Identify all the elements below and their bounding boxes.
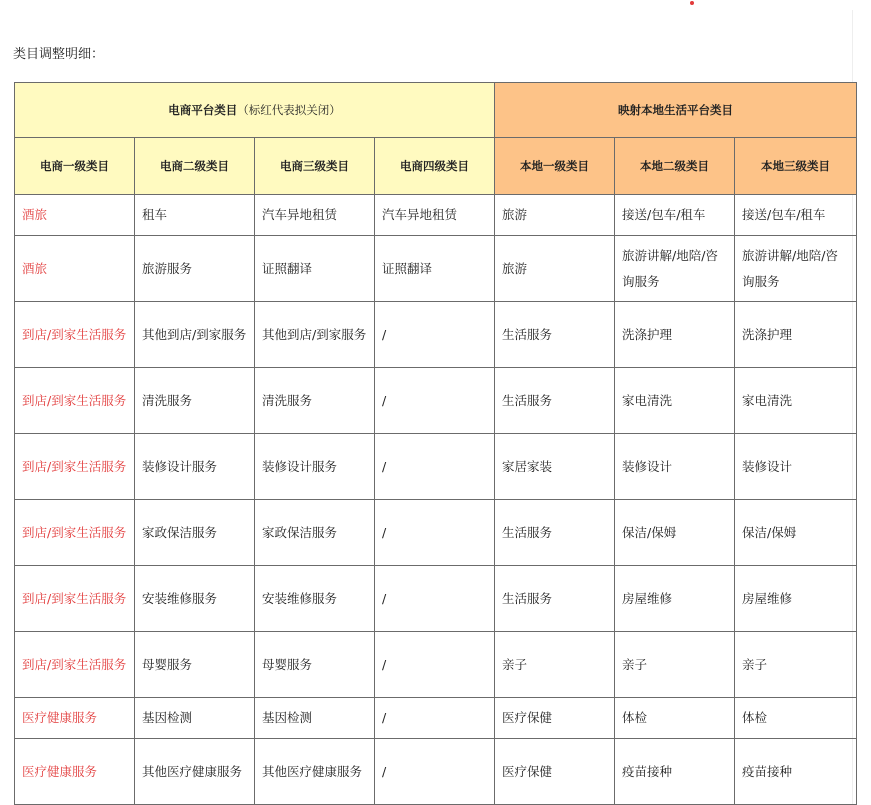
table-cell: 体检 <box>735 698 857 739</box>
table-cell: / <box>375 632 495 698</box>
table-cell: 家政保洁服务 <box>135 500 255 566</box>
table-cell: 旅游 <box>495 195 615 236</box>
table-cell: 清洗服务 <box>255 368 375 434</box>
table-cell: 证照翻译 <box>375 236 495 302</box>
category-table-container[interactable] <box>14 82 838 805</box>
ecommerce-group-header <box>15 83 495 138</box>
table-cell: 其他到店/到家服务 <box>255 302 375 368</box>
table-row <box>15 195 857 236</box>
table-cell: 安装维修服务 <box>135 566 255 632</box>
table-cell: 酒旅 <box>15 236 135 302</box>
column-header: 本地一级类目 <box>495 138 615 195</box>
table-cell: 租车 <box>135 195 255 236</box>
table-cell: 房屋维修 <box>615 566 735 632</box>
table-cell: 亲子 <box>495 632 615 698</box>
table-cell: 其他医疗健康服务 <box>255 739 375 805</box>
table-cell: 房屋维修 <box>735 566 857 632</box>
table-cell: 疫苗接种 <box>615 739 735 805</box>
table-cell: / <box>375 698 495 739</box>
local-group-header: 映射本地生活平台类目 <box>495 83 857 138</box>
table-cell: 汽车异地租赁 <box>375 195 495 236</box>
table-cell: 洗涤护理 <box>615 302 735 368</box>
table-cell: 生活服务 <box>495 302 615 368</box>
table-cell: 汽车异地租赁 <box>255 195 375 236</box>
table-cell: 装修设计 <box>615 434 735 500</box>
table-cell: 旅游讲解/地陪/咨询服务 <box>735 236 857 302</box>
table-cell: 酒旅 <box>15 195 135 236</box>
table-cell: 接送/包车/租车 <box>615 195 735 236</box>
table-cell: 基因检测 <box>135 698 255 739</box>
table-cell: 生活服务 <box>495 368 615 434</box>
category-mapping-table <box>14 82 857 805</box>
table-cell: 生活服务 <box>495 566 615 632</box>
column-header: 电商四级类目 <box>375 138 495 195</box>
table-cell: 安装维修服务 <box>255 566 375 632</box>
table-cell: / <box>375 566 495 632</box>
table-cell: 家居家装 <box>495 434 615 500</box>
table-row <box>15 368 857 434</box>
table-row <box>15 698 857 739</box>
table-cell: 母婴服务 <box>135 632 255 698</box>
table-cell: 到店/到家生活服务 <box>15 368 135 434</box>
column-header: 电商三级类目 <box>255 138 375 195</box>
table-row <box>15 302 857 368</box>
table-cell: 装修设计服务 <box>135 434 255 500</box>
red-dot-marker <box>690 1 694 5</box>
table-cell: 疫苗接种 <box>735 739 857 805</box>
table-cell: 装修设计 <box>735 434 857 500</box>
table-cell: 生活服务 <box>495 500 615 566</box>
table-cell: / <box>375 302 495 368</box>
table-row <box>15 236 857 302</box>
table-cell: 到店/到家生活服务 <box>15 500 135 566</box>
table-cell: 医疗保健 <box>495 739 615 805</box>
table-cell: 旅游 <box>495 236 615 302</box>
table-cell: 到店/到家生活服务 <box>15 302 135 368</box>
table-cell: 证照翻译 <box>255 236 375 302</box>
table-cell: 接送/包车/租车 <box>735 195 857 236</box>
section-title: 类目调整明细： <box>13 47 105 62</box>
table-cell: 旅游服务 <box>135 236 255 302</box>
table-cell: 其他到店/到家服务 <box>135 302 255 368</box>
ecommerce-group-note: （标红代表拟关闭） <box>237 103 341 117</box>
table-cell: 体检 <box>615 698 735 739</box>
table-body <box>15 195 857 805</box>
table-cell: 医疗健康服务 <box>15 698 135 739</box>
table-cell: / <box>375 368 495 434</box>
table-cell: 保洁/保姆 <box>735 500 857 566</box>
table-cell: 到店/到家生活服务 <box>15 566 135 632</box>
table-cell: 亲子 <box>735 632 857 698</box>
table-cell: 医疗保健 <box>495 698 615 739</box>
ecommerce-group-label: 电商平台类目 <box>168 103 238 117</box>
table-cell: / <box>375 434 495 500</box>
column-header: 本地三级类目 <box>735 138 857 195</box>
table-cell: 清洗服务 <box>135 368 255 434</box>
table-row <box>15 566 857 632</box>
table-cell: 其他医疗健康服务 <box>135 739 255 805</box>
table-row <box>15 632 857 698</box>
table-cell: 基因检测 <box>255 698 375 739</box>
table-row <box>15 739 857 805</box>
table-cell: 母婴服务 <box>255 632 375 698</box>
table-cell: 家电清洗 <box>615 368 735 434</box>
table-cell: 到店/到家生活服务 <box>15 434 135 500</box>
table-row <box>15 500 857 566</box>
table-row <box>15 434 857 500</box>
table-cell: 旅游讲解/地陪/咨询服务 <box>615 236 735 302</box>
column-header: 电商二级类目 <box>135 138 255 195</box>
column-header: 本地二级类目 <box>615 138 735 195</box>
table-cell: / <box>375 739 495 805</box>
column-header: 电商一级类目 <box>15 138 135 195</box>
table-cell: 装修设计服务 <box>255 434 375 500</box>
table-cell: 洗涤护理 <box>735 302 857 368</box>
table-cell: 家政保洁服务 <box>255 500 375 566</box>
table-cell: 医疗健康服务 <box>15 739 135 805</box>
table-cell: 到店/到家生活服务 <box>15 632 135 698</box>
table-cell: 亲子 <box>615 632 735 698</box>
table-cell: 家电清洗 <box>735 368 857 434</box>
table-cell: / <box>375 500 495 566</box>
table-cell: 保洁/保姆 <box>615 500 735 566</box>
